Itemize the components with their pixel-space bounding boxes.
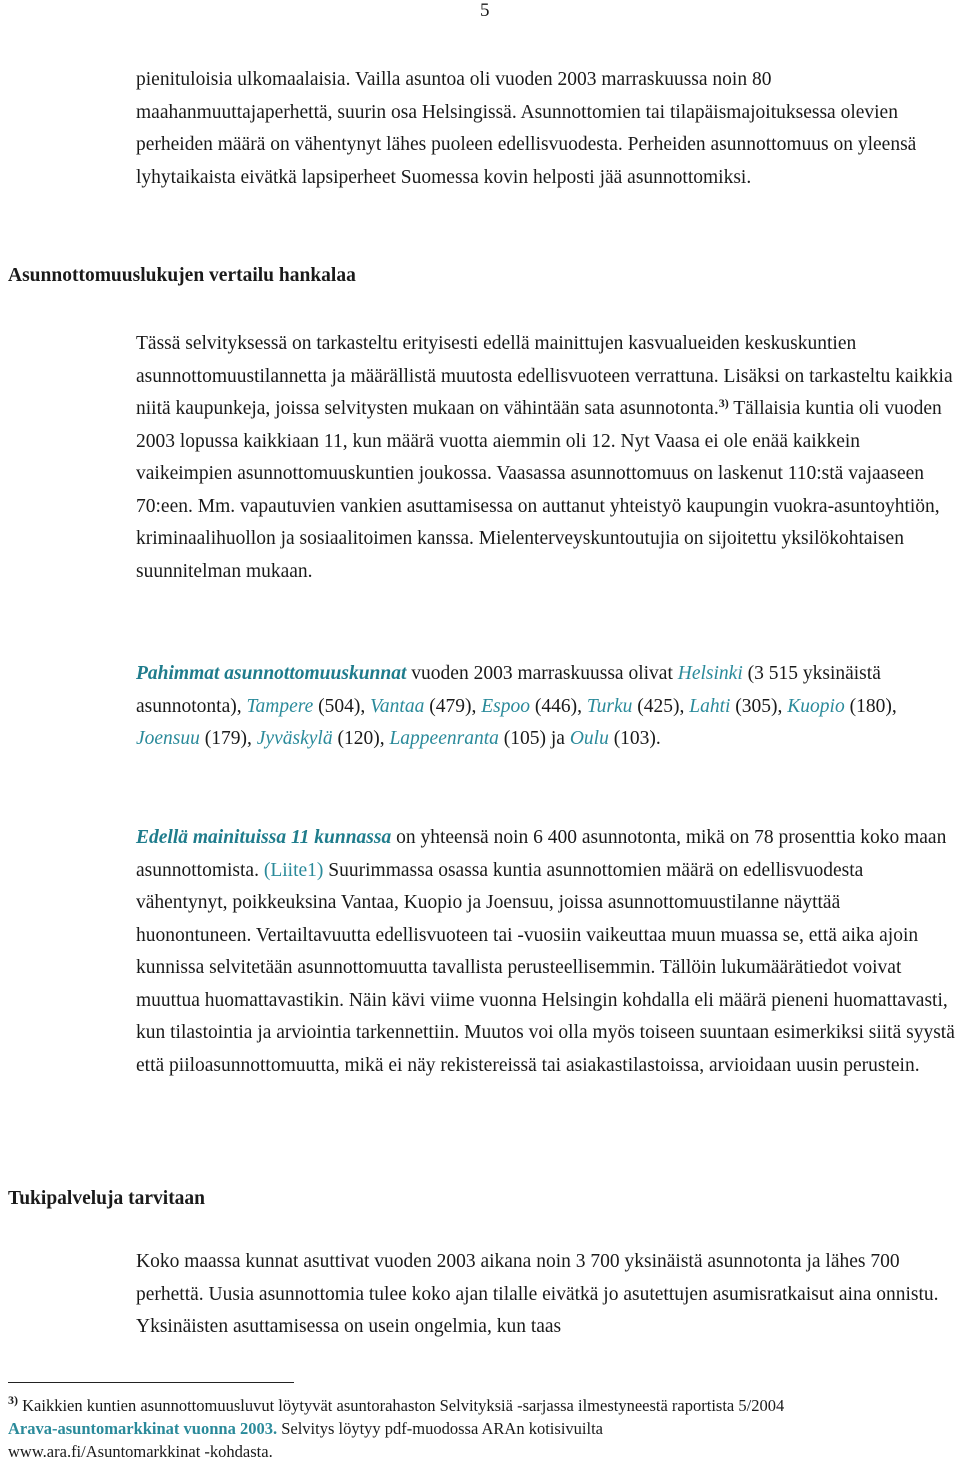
city-joensuu: Joensuu	[136, 728, 200, 749]
paragraph-comparison	[136, 328, 956, 588]
text-segment: (446),	[529, 695, 587, 717]
city-lappeenranta: Lappeenranta	[389, 728, 499, 749]
paragraph-comparison-b: Tällaisia kuntia oli vuoden 2003 lopussa kaikkiaan 11, kun määrä vuotta aiemmin oli 12. Nyt Vaasa ei ole enää kaikkein vaikeimpien asunnottomuuskuntien joukossa. Vaasassa asunnottomuus on laskenut 110:stä vajaaseen 70:een. Mm. vapautuvien vankien asuttamisessa on auttanut yhteistyö kaupungin vuokra-asuntoyhtiön, kriminaalihuollon ja sosiaalitoimen kanssa. Mielenterveyskuntoutujia on sijoitettu yksilökohtaisen suunnitelman mukaan.	[136, 398, 942, 582]
footnote-url[interactable]: www.ara.fi/Asuntomarkkinat -kohdasta.	[8, 1442, 273, 1461]
footnote-ref[interactable]: 3)	[718, 396, 729, 410]
text-segment: on yhteensä noin 6 400 asunnotonta, mikä on 78 prosenttia koko maan asunnottomista.	[136, 827, 947, 881]
city-oulu: Oulu	[569, 728, 609, 749]
city-kuopio: Kuopio	[787, 695, 845, 717]
text-segment: (179),	[199, 728, 257, 749]
text-segment: (305),	[730, 695, 788, 717]
footnote-mark: 3)	[8, 1393, 18, 1407]
appendix-link[interactable]: (Liite1)	[263, 859, 324, 881]
heading-comparison: Asunnottomuuslukujen vertailu hankalaa	[8, 265, 356, 286]
paragraph-eleven-municipalities	[136, 822, 956, 1082]
city-lahti: Lahti	[689, 695, 731, 717]
text-segment: vuoden 2003 marraskuussa olivat	[406, 663, 678, 684]
eleven-municipalities-lead: Edellä mainituissa 11 kunnassa	[136, 827, 392, 848]
text-segment: (504),	[313, 695, 371, 717]
worst-municipalities-lead: Pahimmat asunnottomuuskunnat	[136, 663, 407, 684]
page-number: 5	[480, 0, 490, 21]
city-turku: Turku	[586, 695, 633, 717]
footnote-report-title: Arava-asuntomarkkinat vuonna 2003.	[8, 1419, 278, 1438]
footnote-divider	[8, 1382, 294, 1383]
text-segment: (3 515 yksinäistä asunnotonta),	[136, 663, 881, 717]
heading-support-services: Tukipalveluja tarvitaan	[8, 1188, 206, 1209]
paragraph-comparison-a: Tässä selvityksessä on tarkasteltu erityisesti edellä mainittujen kasvualueiden keskuskuntien asunnottomuustilannetta ja määrällistä muutosta edellisvuoteen verrattuna. Lisäksi on tarkasteltu kaikkia niitä kaupunkeja, joissa selvitysten mukaan on vähintään sata asunnotonta.	[136, 333, 953, 419]
paragraph-worst-municipalities	[136, 658, 956, 756]
text-segment: (105) ja	[498, 728, 570, 749]
city-tampere: Tampere	[246, 695, 314, 717]
city-jyvaskyla: Jyväskylä	[256, 728, 333, 749]
footnote-line1: Kaikkien kuntien asunnottomuusluvut löytyvät asuntorahaston Selvityksiä -sarjassa ilmestyneestä raportista 5/2004	[18, 1396, 785, 1415]
text-segment: (120),	[332, 728, 390, 749]
paragraph-support-services: Koko maassa kunnat asuttivat vuoden 2003 aikana noin 3 700 yksinäistä asunnotonta ja lähes 700 perhettä. Uusia asunnottomia tulee koko ajan tilalle eivätkä jo asutettujen asumisratkaisut aina onnistu. Yksinäisten asuttamisessa on usein ongelmia, kun taas	[136, 1251, 939, 1337]
city-helsinki: Helsinki	[677, 663, 743, 684]
text-segment: (425),	[632, 695, 690, 717]
city-vantaa: Vantaa	[370, 695, 425, 717]
text-segment: (479),	[424, 695, 482, 717]
footnote-line2: Selvitys löytyy pdf-muodossa ARAn kotisivuilta	[277, 1419, 603, 1438]
text-segment: Suurimmassa osassa kuntia asunnottomien määrä on edellisvuodesta vähentynyt, poikkeuksina Vantaa, Kuopio ja Joensuu, joissa asunnottomuustilanne näyttää huonontuneen. Vertailtavuutta edellisvuoteen tai -vuosiin vaikeuttaa muun muassa se, että aika ajoin kunnissa selvitetään asunnottomuutta tavallista perusteellisemmin. Tällöin lukumäärätiedot voivat muuttua huomattavastikin. Näin kävi viime vuonna Helsingin kohdalla eli määrä pieneni huomattavasti, kun tilastointia ja arviointia tarkennettiin. Muutos voi olla myös toiseen suuntaan esimerkiksi siitä syystä että piiloasunnottomuutta, mikä ei näy rekistereissä tai asiakastilastoissa, arvioidaan uusin perustein.	[136, 859, 955, 1076]
footnote	[8, 1394, 958, 1463]
city-espoo: Espoo	[481, 695, 530, 717]
text-segment: (180),	[844, 695, 897, 717]
text-segment: (103).	[608, 728, 661, 749]
paragraph-intro: pienituloisia ulkomaalaisia. Vailla asuntoa oli vuoden 2003 marraskuussa noin 80 maahanmuuttajaperhettä, suurin osa Helsingissä. Asunnottomien tai tilapäismajoituksessa olevien perheiden määrä on vähentynyt lähes puoleen edellisvuodesta. Perheiden asunnottomuus on yleensä lyhytaikaista eivätkä lapsiperheet Suomessa kovin helposti jää asunnottomiksi.	[136, 69, 917, 188]
